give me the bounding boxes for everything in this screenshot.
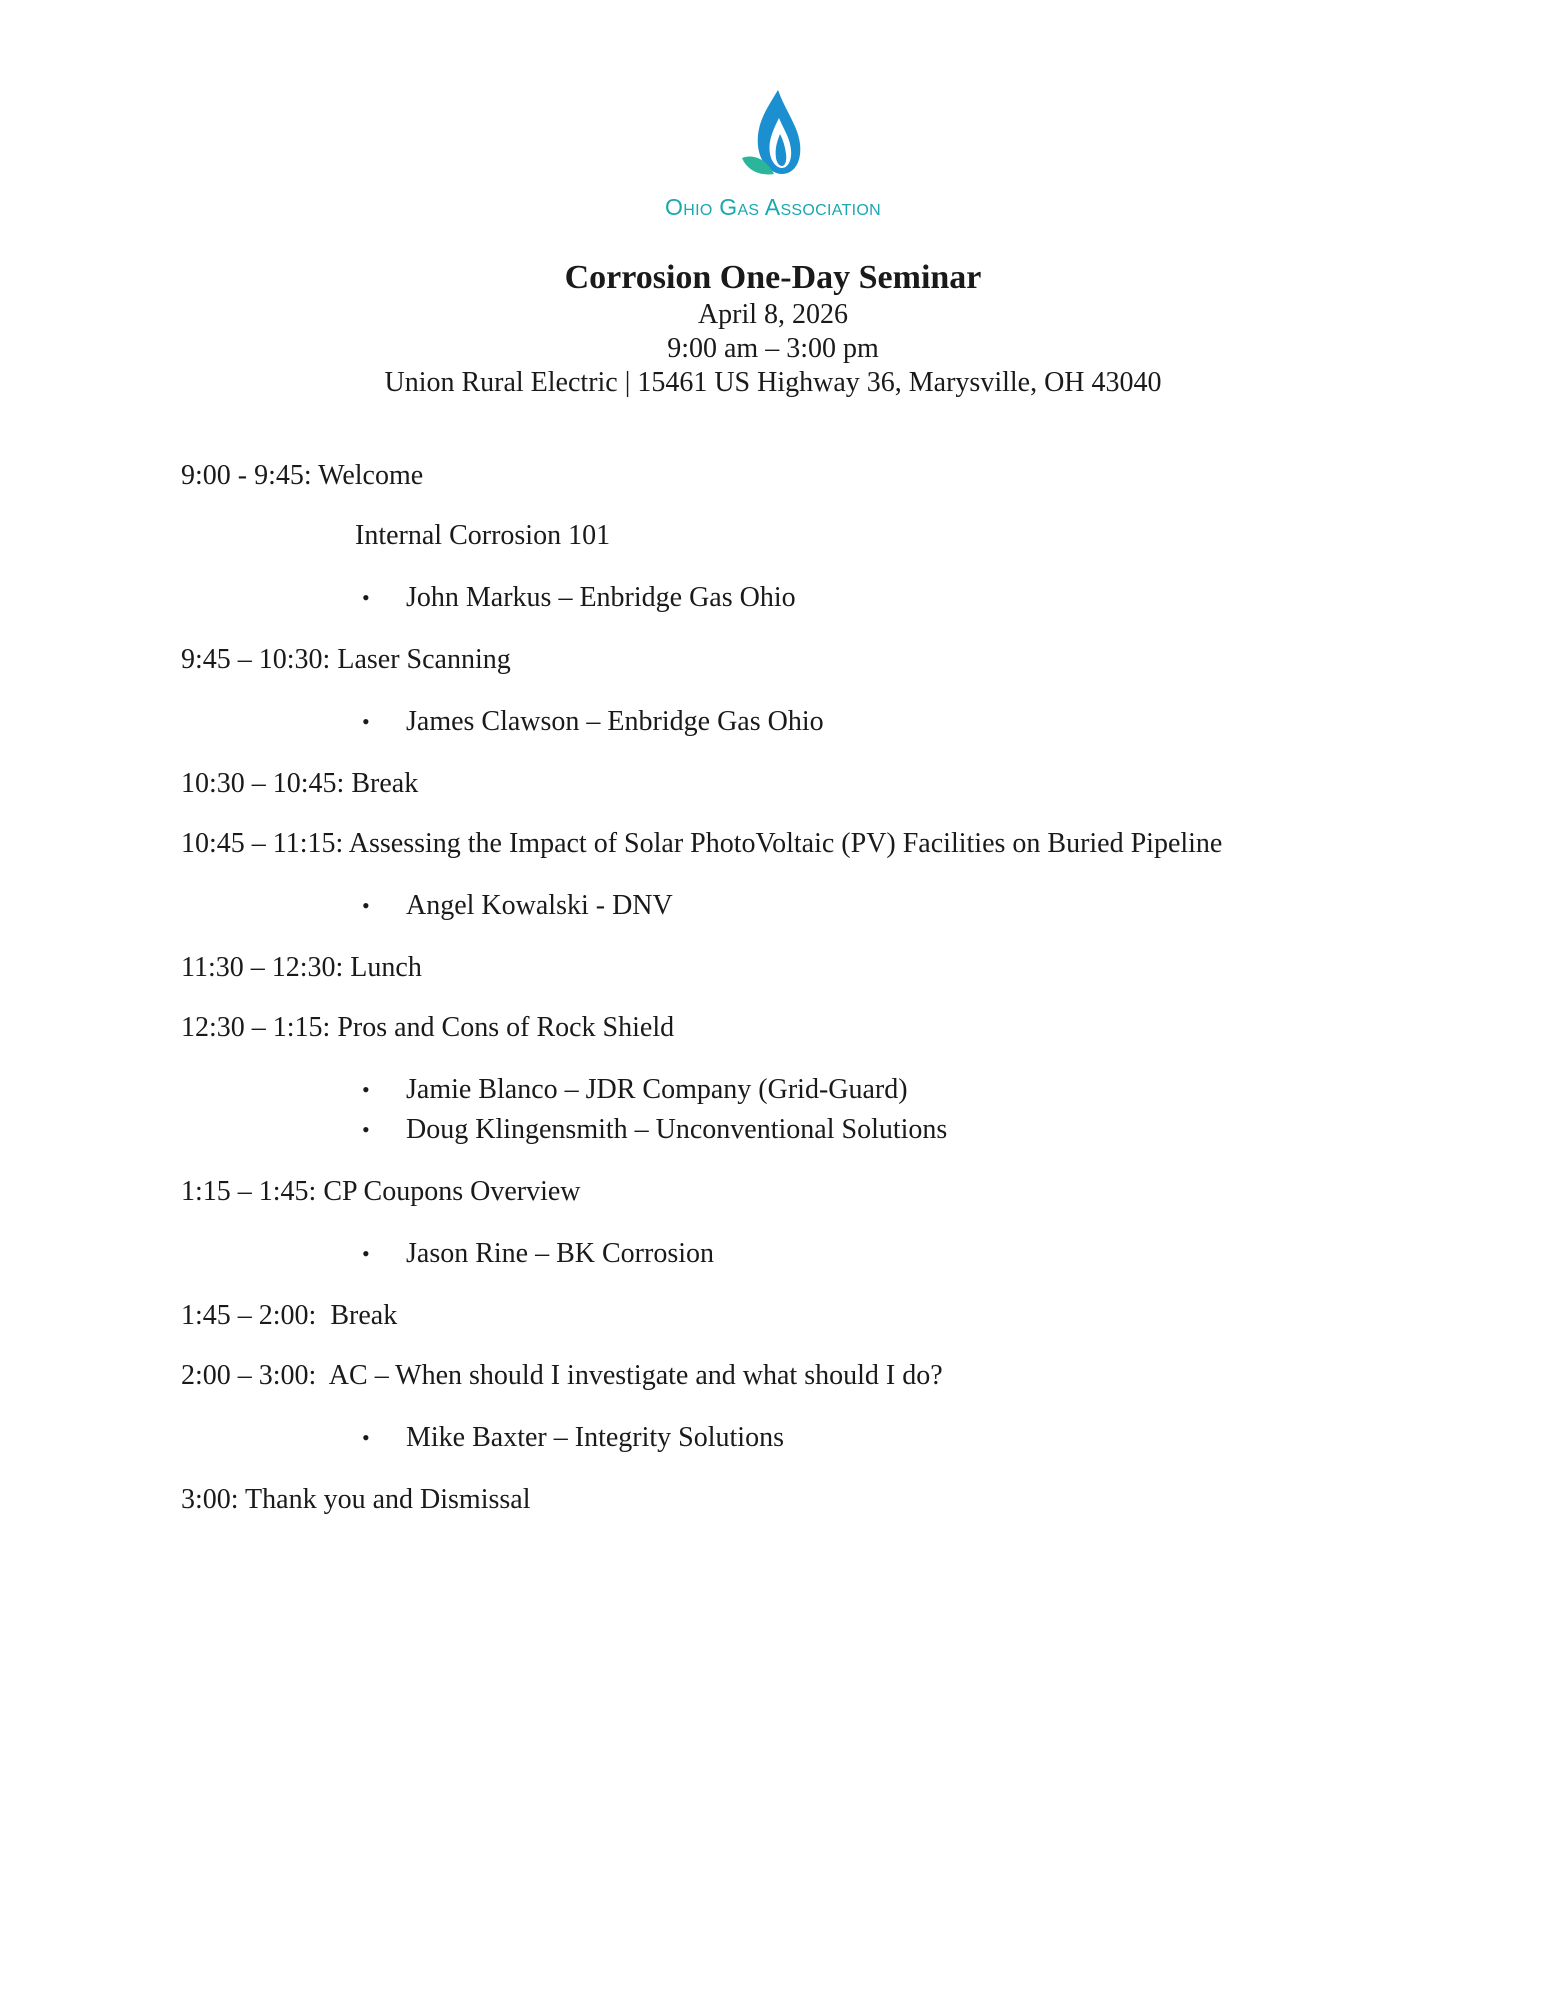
ohio-gas-association-logo (0, 88, 1546, 221)
seminar-time: 9:00 am – 3:00 pm (667, 333, 879, 364)
speaker-item (181, 1110, 1431, 1150)
seminar-title: Corrosion One-Day Seminar (564, 259, 982, 296)
seminar-date: April 8, 2026 (697, 299, 849, 330)
agenda (181, 458, 1431, 1542)
speaker-item (181, 886, 1431, 926)
agenda-session (181, 458, 1431, 618)
speaker-item (181, 1418, 1431, 1458)
speaker-list (181, 1418, 1431, 1458)
agenda-session (181, 1358, 1431, 1458)
speaker-name: Mike Baxter – Integrity Solutions (406, 1422, 784, 1453)
bullet-icon: • (362, 1117, 370, 1142)
agenda-session (181, 642, 1431, 742)
bullet-icon: • (362, 1077, 370, 1102)
agenda-session (181, 826, 1431, 926)
speaker-name: Angel Kowalski - DNV (406, 890, 673, 921)
speaker-item (181, 702, 1431, 742)
speaker-name: John Markus – Enbridge Gas Ohio (406, 582, 796, 613)
bullet-icon: • (362, 1241, 370, 1266)
session-time-title: 9:00 - 9:45: Welcome (181, 460, 424, 491)
speaker-list (181, 1234, 1431, 1274)
session-time-title: 10:30 – 10:45: Break (181, 768, 419, 799)
session-time-title: 10:45 – 11:15: Assessing the Impact of Solar PhotoVoltaic (PV) Facilities on Buried Pipeline (181, 828, 1223, 859)
session-time-title: 1:45 – 2:00: Break (181, 1300, 398, 1331)
speaker-item (181, 1234, 1431, 1274)
speaker-name: James Clawson – Enbridge Gas Ohio (406, 706, 824, 737)
agenda-session (181, 1482, 1431, 1518)
bullet-icon: • (362, 709, 370, 734)
bullet-icon: • (362, 585, 370, 610)
bullet-icon: • (362, 1425, 370, 1450)
bullet-icon: • (362, 893, 370, 918)
logo-text: Ohio Gas Association (665, 194, 881, 220)
speaker-name: Jamie Blanco – JDR Company (Grid-Guard) (406, 1074, 908, 1105)
seminar-header (0, 258, 1546, 400)
agenda-session (181, 950, 1431, 986)
speaker-list (181, 702, 1431, 742)
agenda-session (181, 1298, 1431, 1334)
session-time-title: 9:45 – 10:30: Laser Scanning (181, 644, 511, 675)
speaker-list (181, 1070, 1431, 1150)
flame-logo-icon (738, 88, 808, 188)
agenda-session (181, 766, 1431, 802)
session-time-title: 2:00 – 3:00: AC – When should I investigate and what should I do? (181, 1360, 943, 1391)
speaker-name: Doug Klingensmith – Unconventional Solutions (406, 1114, 948, 1145)
session-time-title: 3:00: Thank you and Dismissal (181, 1484, 531, 1515)
session-subtitle: Internal Corrosion 101 (355, 520, 611, 551)
speaker-name: Jason Rine – BK Corrosion (406, 1238, 714, 1269)
agenda-session (181, 1010, 1431, 1150)
agenda-session (181, 1174, 1431, 1274)
speaker-item (181, 1070, 1431, 1110)
session-time-title: 11:30 – 12:30: Lunch (181, 952, 422, 983)
speaker-item (181, 578, 1431, 618)
speaker-list (181, 578, 1431, 618)
session-time-title: 1:15 – 1:45: CP Coupons Overview (181, 1176, 581, 1207)
seminar-location: Union Rural Electric | 15461 US Highway 36, Marysville, OH 43040 (384, 367, 1162, 398)
session-time-title: 12:30 – 1:15: Pros and Cons of Rock Shield (181, 1012, 675, 1043)
speaker-list (181, 886, 1431, 926)
